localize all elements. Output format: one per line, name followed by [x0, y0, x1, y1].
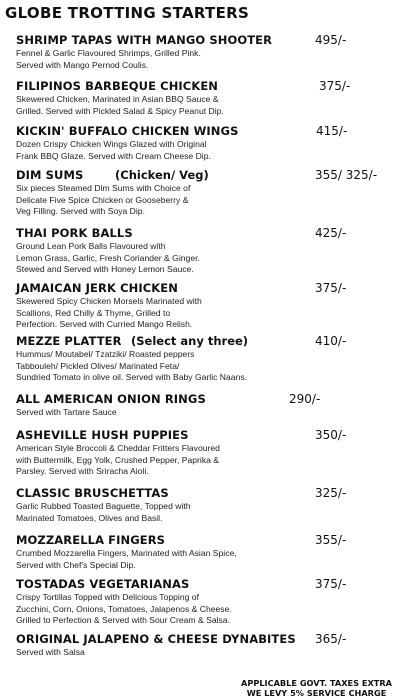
menu-item-description-line: Garlic Rubbed Toasted Baguette, Topped with [16, 501, 191, 511]
menu-item-name: ALL AMERICAN ONION RINGS [16, 392, 206, 406]
menu-item-description-line: Served with Tartare Sauce [16, 407, 117, 417]
menu-item-price: 410/- [315, 334, 347, 348]
menu-item [16, 168, 388, 218]
menu-item-variant: (Chicken/ Veg) [115, 168, 209, 182]
footer-note [241, 678, 392, 698]
menu-item [16, 79, 388, 117]
menu-item-description-line: Served with Salsa [16, 647, 85, 657]
menu-item [16, 392, 388, 419]
menu-item-price: 375/- [315, 577, 347, 591]
menu-item [16, 533, 388, 571]
menu-item-description-line: Tabbouleh/ Pickled Olives/ Marinated Feta/ [16, 360, 180, 371]
menu-item-description-line: Lemon Grass, Garlic, Fresh Coriander & Ginger. [16, 252, 200, 263]
menu-item-name: KICKIN' BUFFALO CHICKEN WINGS [16, 124, 239, 138]
menu-item-description-line: Frank BBQ Glaze. Served with Cream Cheese Dip. [16, 150, 211, 161]
menu-item-name: JAMAICAN JERK CHICKEN [16, 281, 178, 295]
menu-item-description-line: Grilled to Perfection & Served with Sour Cream & Salsa. [16, 615, 230, 625]
menu-item-description-line: Skewered Chicken, Marinated in Asian BBQ Sauce & [16, 94, 219, 104]
menu-item-description-line: Scallions, Red Chilly & Thyme, Grilled to [16, 307, 171, 318]
menu-item [16, 226, 388, 276]
menu-item-description [16, 48, 388, 71]
menu-item-description [16, 407, 388, 419]
menu-item-description [16, 349, 388, 384]
menu-item-price: 355/ 325/- [315, 168, 378, 182]
section-title: GLOBE TROTTING STARTERS [5, 4, 250, 22]
menu-item-description-line: Crispy Tortillas Topped with Delicious Topping of [16, 592, 199, 602]
menu-item-price: 415/- [316, 124, 348, 138]
menu-item-name: TOSTADAS VEGETARIANAS [16, 577, 190, 591]
menu-item-name: DIM SUMS [16, 168, 84, 182]
menu-item [16, 281, 388, 331]
menu-item-name: THAI PORK BALLS [16, 226, 133, 240]
menu-item-description-line: Fennel & Garlic Flavoured Shrimps, Grilled Pink. [16, 48, 201, 58]
menu-item-description-line: Sundried Tomato in olive oil. Served with Baby Garlic Naans. [16, 372, 248, 382]
menu-item [16, 33, 388, 71]
menu-item-price: 425/- [315, 226, 347, 240]
menu-item-description-line: Crumbed Mozzarella Fingers, Marinated with Asian Spice, [16, 548, 237, 558]
footer-service-charge-note: WE LEVY 5% SERVICE CHARGE [246, 688, 387, 698]
menu-item-description-line: Skewered Spicy Chicken Morsels Marinated with [16, 296, 202, 306]
menu-item-description-line: Ground Lean Pork Balls Flavoured with [16, 241, 166, 251]
menu-item-description-line: Marinated Tomatoes, Olives and Basil. [16, 512, 163, 523]
footer-taxes-note: APPLICABLE GOVT. TAXES EXTRA [240, 678, 392, 688]
menu-item-price: 375/- [315, 281, 347, 295]
menu-item-price: 350/- [315, 428, 347, 442]
menu-item-description-line: Zucchini, Corn, Onions, Tomatoes, Jalapenos & Cheese. [16, 603, 232, 614]
menu-item-description [16, 548, 388, 571]
menu-item-description-line: Six pieces Steamed Dim Sums with Choice of [16, 183, 191, 193]
menu-item-description [16, 241, 388, 276]
menu-item [16, 124, 388, 162]
menu-item-name: MEZZE PLATTER [16, 334, 122, 348]
menu-item-description-line: Grilled. Served with Pickled Salad & Spicy Peanut Dip. [16, 105, 224, 116]
menu-item-price: 495/- [315, 33, 347, 47]
menu-item-description-line: Dozen Crispy Chicken Wings Glazed with Original [16, 139, 207, 149]
menu-item-description-line: Stewed and Served with Honey Lemon Sauce. [16, 264, 194, 274]
menu-item-description [16, 94, 388, 117]
menu-item-description-line: Served with Chef's Special Dip. [16, 559, 136, 570]
menu-item-description [16, 183, 388, 218]
menu-item-description-line: Hummus/ Moutabel/ Tzatziki/ Roasted peppers [16, 349, 195, 359]
menu-item [16, 334, 388, 384]
menu-item-name: ASHEVILLE HUSH PUPPIES [16, 428, 189, 442]
menu-item-price: 290/- [289, 392, 321, 406]
menu-item-description [16, 443, 388, 478]
menu-item-name: CLASSIC BRUSCHETTAS [16, 486, 169, 500]
menu-item-description [16, 296, 388, 331]
menu-item-name: ORIGINAL JALAPENO & CHEESE DYNABITES [16, 632, 296, 646]
menu-item [16, 632, 388, 659]
menu-item-price: 365/- [315, 632, 347, 646]
menu-item-description-line: with Buttermilk, Egg Yolk, Crushed Pepper, Paprika & [16, 454, 220, 465]
menu-item-description-line: Served with Mango Pernod Coulis. [16, 59, 149, 70]
menu-item-name: MOZZARELLA FINGERS [16, 533, 166, 547]
menu-item-description [16, 592, 388, 627]
menu-item-description-line: Perfection. Served with Curried Mango Relish. [16, 319, 193, 329]
menu-item-price: 375/- [319, 79, 351, 93]
menu-item-variant: (Select any three) [131, 334, 249, 348]
menu-item-description-line: Parsley. Served with Sriracha Aioli. [16, 466, 149, 476]
menu-item-name: SHRIMP TAPAS WITH MANGO SHOOTER [16, 33, 273, 47]
menu-item [16, 486, 388, 524]
menu-item-description-line: Delicate Five Spice Chicken or Gooseberry & [16, 194, 189, 205]
menu-item-price: 355/- [315, 533, 347, 547]
menu-item-description [16, 501, 388, 524]
menu-item-price: 325/- [315, 486, 347, 500]
menu-item-description [16, 139, 388, 162]
menu-item-name: FILIPINOS BARBEQUE CHICKEN [16, 79, 219, 93]
menu-item-description-line: American Style Broccoli & Cheddar Fritters Flavoured [16, 443, 220, 453]
menu-item [16, 428, 388, 478]
menu-item [16, 577, 388, 627]
menu-item-description [16, 647, 388, 659]
menu-item-description-line: Veg Filling. Served with Soya Dip. [16, 206, 145, 216]
